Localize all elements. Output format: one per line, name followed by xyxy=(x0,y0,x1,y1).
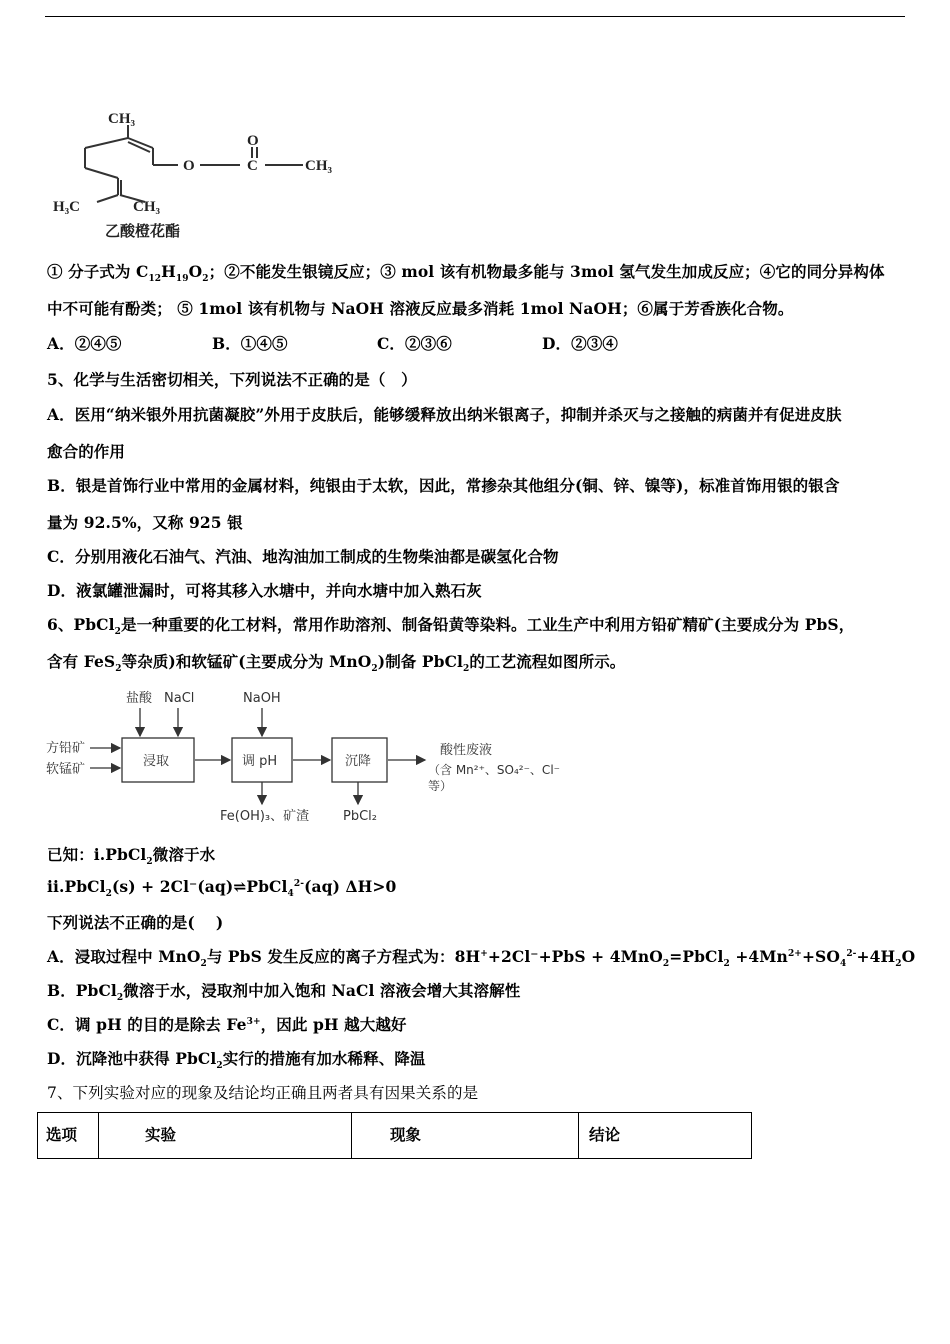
reagent-hcl: 盐酸 xyxy=(126,691,153,706)
q5-option-d[interactable]: D．液氯罐泄漏时，可将其移入水塘中，并向水塘中加入熟石灰 xyxy=(47,581,482,600)
process-flow-diagram xyxy=(40,680,585,830)
residue-label: Fe(OH)₃、矿渣 xyxy=(220,809,310,824)
q4-statements-line2: 中不可能有酚类； ⑤ 1mol 该有机物与 NaOH 溶液反应最多消耗 1mol NaOH；⑥属于芳香族化合物。 xyxy=(47,299,794,318)
carbonyl-carbon-label: C xyxy=(247,158,258,174)
reagent-nacl: NaCl xyxy=(164,691,195,706)
header-rule xyxy=(45,16,905,17)
q6-intro-line2: 含有 FeS$_2$等杂质)和软锰矿(主要成分为 MnO$_2$)制备 PbCl$_2$的工艺流程如图所示。 xyxy=(47,652,626,675)
q6-known-1: 已知：i.PbCl$_2$微溶于水 xyxy=(47,845,216,868)
carbonyl-oxygen-label: O xyxy=(247,133,259,149)
q4-option-a[interactable]: A．②④⑤ xyxy=(47,334,122,353)
ch3-bottom-label: CH₃ xyxy=(133,199,160,215)
molecule-structure xyxy=(45,100,355,245)
product-pbcl2-label: PbCl₂ xyxy=(343,809,377,824)
q6-option-b[interactable]: B．PbCl$_2$微溶于水，浸取剂中加入饱和 NaCl 溶液会增大其溶解性 xyxy=(47,981,521,1004)
q5-option-b-line1[interactable]: B．银是首饰行业中常用的金属材料，纯银由于太软，因此，常掺杂其他组分(铜、锌、镍等)，标准首饰用银的银含 xyxy=(47,476,840,495)
header-option: 选项 xyxy=(38,1113,99,1159)
q6-intro-line1: 6、PbCl$_2$是一种重要的化工材料，常用作助溶剂、制备铅黄等染料。工业生产中利用方铅矿精矿(主要成分为 PbS， xyxy=(47,615,855,638)
ch3-top-label: CH₃ xyxy=(108,111,135,127)
q6-option-a[interactable]: A．浸取过程中 MnO$_2$与 PbS 发生反应的离子方程式为：8H++2Cl⁻+PbS + 4MnO$_2$=PbCl$_2$ $+4Mn^{2+}+SO_4^{2-}+4H_2O$ xyxy=(47,947,916,970)
q4-statements-line1: ① 分子式为 $C_{12}H_{19}O_2$；②不能发生银镜反应；③ mol 该有机物最多能与 3mol 氢气发生加成反应；④它的同分异构体 xyxy=(47,262,885,285)
header-experiment: 实验 xyxy=(99,1113,352,1159)
q6-option-c[interactable]: C．调 pH 的目的是除去 $Fe^{3+}$，因此 pH 越大越好 xyxy=(47,1015,407,1034)
q5-option-b-line2: 量为 92.5%，又称 925 银 xyxy=(47,513,243,532)
q6-stem: 下列说法不正确的是( ) xyxy=(47,913,224,932)
q5-option-a-line1[interactable]: A．医用“纳米银外用抗菌凝胶”外用于皮肤后，能够缓释放出纳米银离子，抑制并杀灭与之接触的病菌并有促进皮肤 xyxy=(47,405,842,424)
acid-waste-tail: 等） xyxy=(428,779,453,793)
q6-known-2: ii.PbCl$_2$(s) + 2Cl⁻(aq)⇌PbCl$_4^{2-}$(aq) ΔH>0 xyxy=(47,877,397,900)
q5-option-a-line2: 愈合的作用 xyxy=(47,442,126,461)
leaching-label: 浸取 xyxy=(143,754,170,769)
q6-option-d[interactable]: D．沉降池中获得 PbCl$_2$实行的措施有加水稀释、降温 xyxy=(47,1049,426,1072)
q5-option-c[interactable]: C．分别用液化石油气、汽油、地沟油加工制成的生物柴油都是碳氢化合物 xyxy=(47,547,559,566)
q4-option-c[interactable]: C．②③⑥ xyxy=(377,334,452,353)
acid-waste-composition: （含 Mn²⁺、SO₄²⁻、Cl⁻ xyxy=(428,763,560,777)
q4-options xyxy=(47,332,618,354)
header-phenomenon: 现象 xyxy=(352,1113,579,1159)
input-pyrolusite: 软锰矿 xyxy=(46,762,86,777)
ch3-right-label: CH₃ xyxy=(305,158,332,174)
reagent-naoh: NaOH xyxy=(243,691,281,706)
q4-option-d[interactable]: D．②③④ xyxy=(542,334,618,353)
h3c-label: H₃C xyxy=(53,199,80,215)
settling-label: 沉降 xyxy=(345,754,372,769)
header-conclusion: 结论 xyxy=(579,1113,752,1159)
ph-adjust-label: 调 pH xyxy=(242,754,278,769)
q7-table xyxy=(37,1112,752,1159)
table-header-row xyxy=(38,1113,752,1159)
q4-option-b[interactable]: B．①④⑤ xyxy=(212,334,288,353)
acid-waste-label: 酸性废液 xyxy=(440,743,493,758)
molecule-name: 乙酸橙花酯 xyxy=(105,222,181,240)
q7-stem: 7、下列实验对应的现象及结论均正确且两者具有因果关系的是 xyxy=(47,1084,479,1102)
ester-oxygen-label: O xyxy=(183,158,195,174)
input-galena: 方铅矿 xyxy=(46,741,86,756)
q5-stem: 5、化学与生活密切相关，下列说法不正确的是（ ） xyxy=(47,370,417,389)
